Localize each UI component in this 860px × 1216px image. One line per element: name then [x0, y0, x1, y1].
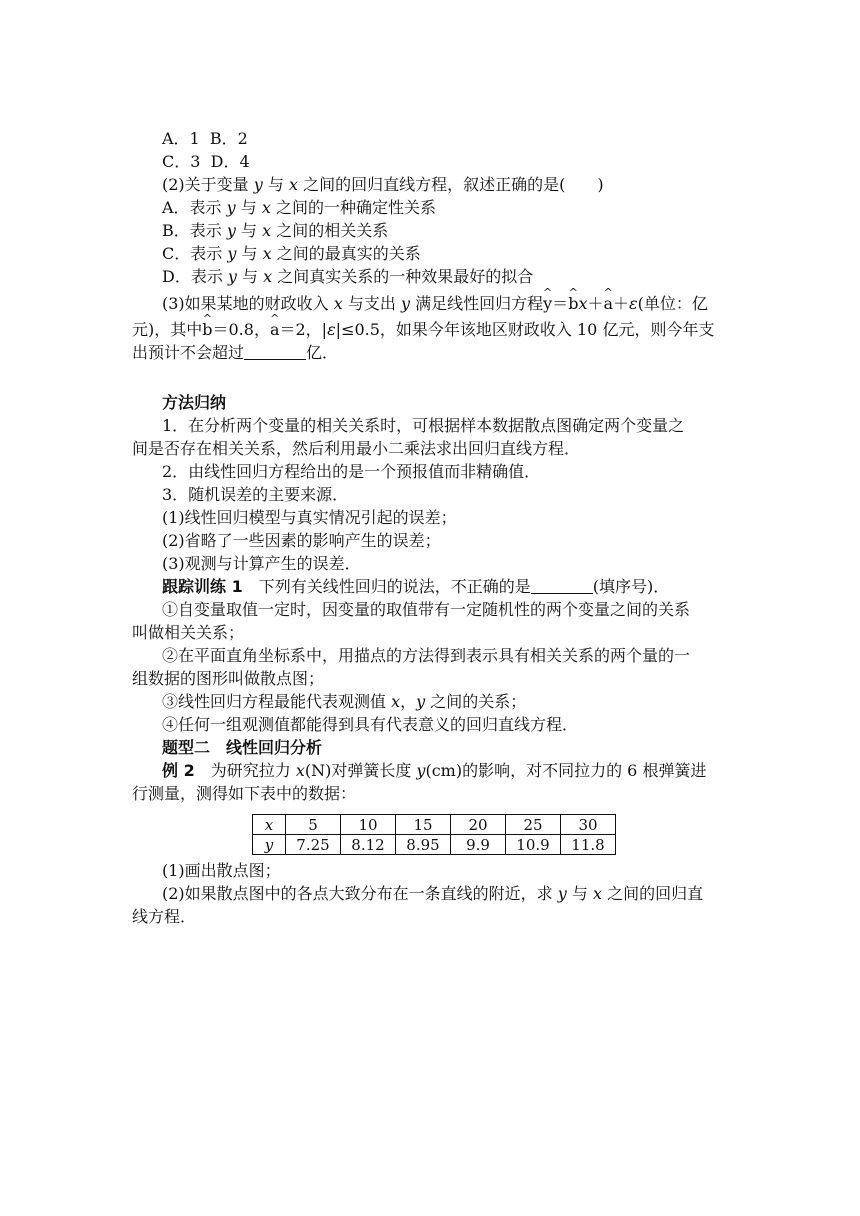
example-label: 例 2: [162, 761, 195, 780]
q3-line3: 出预计不会超过 亿．: [132, 343, 339, 362]
q1-option-d: D．4: [210, 152, 250, 171]
answer-blank: [531, 577, 593, 594]
q1-option-a: A．1: [162, 129, 200, 148]
example2-part2a: (2)如果散点图中的各点大致分布在一条直线的附近，求 y 与 x 之间的回归直: [162, 884, 704, 903]
q2-stem: (2)关于变量 y 与 x 之间的回归直线方程，叙述正确的是( ): [162, 175, 604, 194]
q2-option-d: D．表示 y 与 x 之间真实关系的一种效果最好的拟合: [162, 267, 534, 286]
example2-part2b: 线方程．: [132, 907, 197, 926]
q1-option-b: B．2: [209, 129, 248, 148]
example2-line2: 行测量，测得如下表中的数据：: [132, 784, 357, 803]
method-line-5: (1)线性回归模型与真实情况引起的误差；: [162, 508, 457, 527]
method-title: 方法归纳: [162, 393, 227, 412]
table-cell: 20: [451, 815, 506, 835]
q1-options-row2: [162, 151, 250, 173]
q2-option-b: B．表示 y 与 x 之间的相关关系: [162, 221, 389, 240]
table-header-y: y: [253, 835, 286, 855]
q3-line2: 元)，其中^ b＝0.8，^ a＝2，|ε|≤0.5，如果今年该地区财政收入 10 亿元，则今年支: [132, 319, 714, 341]
table-cell: 15: [396, 815, 451, 835]
table-cell: 11.8: [561, 835, 616, 855]
method-line-4: 3．随机误差的主要来源．: [162, 485, 349, 504]
training-stem: 跟踪训练 1 下列有关线性回归的说法，不正确的是 (填序号)．: [162, 577, 670, 596]
table-cell: 30: [561, 815, 616, 835]
section-title: 题型二 线性回归分析: [162, 738, 323, 757]
table-cell: 8.12: [341, 835, 396, 855]
method-line-2: 间是否存在相关关系，然后利用最小二乘法求出回归直线方程．: [132, 439, 581, 458]
method-line-7: (3)观测与计算产生的误差．: [162, 554, 361, 573]
answer-blank: [244, 343, 306, 360]
y-hat-symbol: ^ y: [543, 293, 552, 315]
q2-option-c: C．表示 y 与 x 之间的最真实的关系: [162, 244, 421, 263]
training-item-2b: 组数据的图形叫做散点图；: [132, 669, 325, 688]
q3-line1: (3)如果某地的财政收入 x 与支出 y 满足线性回归方程^ y＝^ bx＋^ a＋ε(单位：亿: [162, 293, 708, 315]
table-header-x: x: [253, 815, 286, 835]
table-cell: 9.9: [451, 835, 506, 855]
training-item-1a: ①自变量取值一定时，因变量的取值带有一定随机性的两个变量之间的关系: [162, 600, 691, 619]
q1-options-row1: [162, 128, 248, 150]
table-row-x: [253, 815, 616, 835]
q2-option-a: A．表示 y 与 x 之间的一种确定性关系: [162, 198, 437, 217]
table-cell: 10: [341, 815, 396, 835]
training-label: 跟踪训练 1: [162, 577, 243, 596]
q1-option-c: C．3: [162, 152, 201, 171]
table-row-y: [253, 835, 616, 855]
table-cell: 5: [286, 815, 341, 835]
method-line-6: (2)省略了一些因素的影响产生的误差；: [162, 531, 441, 550]
training-item-3: ③线性回归方程最能代表观测值 x，y 之间的关系；: [162, 692, 527, 711]
data-table: [252, 814, 616, 855]
b-hat-symbol: ^ b: [568, 293, 578, 315]
method-line-1: 1．在分析两个变量的相关关系时，可根据样本数据散点图确定两个变量之: [162, 416, 685, 435]
training-item-4: ④任何一组观测值都能得到具有代表意义的回归直线方程．: [162, 715, 579, 734]
example2-line1: 例 2 为研究拉力 x(N)对弹簧长度 y(cm)的影响，对不同拉力的 6 根弹簧进: [162, 761, 707, 780]
training-item-1b: 叫做相关关系；: [132, 623, 245, 642]
a-hat-symbol: ^ a: [603, 293, 613, 315]
table-cell: 7.25: [286, 835, 341, 855]
example2-part1: (1)画出散点图；: [162, 861, 281, 880]
training-item-2a: ②在平面直角坐标系中，用描点的方法得到表示具有相关关系的两个量的一: [162, 646, 691, 665]
table-cell: 25: [506, 815, 561, 835]
table-cell: 8.95: [396, 835, 451, 855]
table-cell: 10.9: [506, 835, 561, 855]
method-line-3: 2．由线性回归方程给出的是一个预报值而非精确值．: [162, 462, 541, 481]
